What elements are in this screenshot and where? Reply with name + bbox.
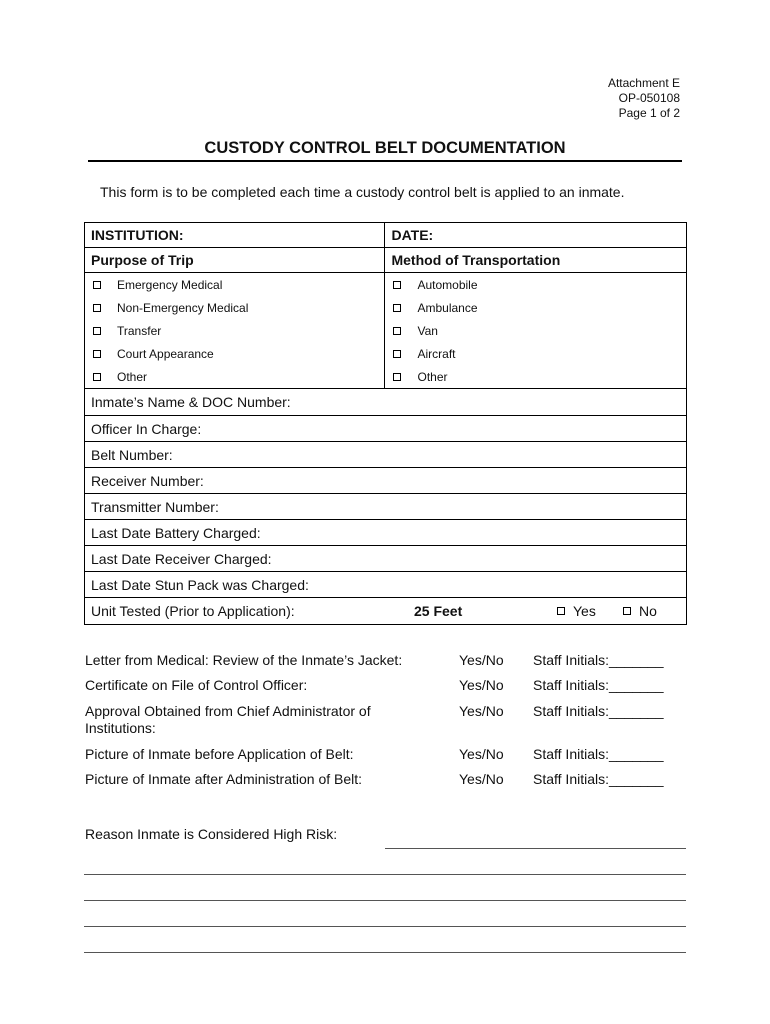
yes-no-field[interactable]: Yes/No — [459, 703, 504, 719]
checkbox-icon[interactable] — [393, 327, 401, 335]
purpose-option-transfer[interactable] — [85, 319, 384, 342]
purpose-option-other[interactable] — [85, 365, 384, 388]
yes-no-field[interactable]: Yes/No — [459, 677, 504, 693]
page-number: Page 1 of 2 — [618, 106, 680, 120]
checklist-question: Certificate on File of Control Officer: — [85, 677, 308, 693]
checklist-question: Approval Obtained from Chief Administrator of Institutions: — [85, 703, 371, 736]
checklist-question: Letter from Medical: Review of the Inmate’s Jacket: — [85, 652, 403, 668]
checkbox-icon[interactable] — [393, 281, 401, 289]
purpose-option-emergency-medical[interactable] — [85, 273, 384, 296]
checkbox-icon[interactable] — [393, 373, 401, 381]
reason-answer-line[interactable] — [84, 874, 686, 875]
receiver-number-field[interactable]: Receiver Number: — [85, 468, 687, 494]
intro-text: This form is to be completed each time a custody control belt is applied to an inmate. — [100, 184, 625, 200]
no-label: No — [639, 603, 657, 619]
checkbox-icon[interactable] — [393, 304, 401, 312]
belt-info-table — [84, 222, 687, 625]
yes-no-field[interactable]: Yes/No — [459, 771, 504, 787]
attachment-label: Attachment E — [607, 76, 680, 90]
document-title: CUSTODY CONTROL BELT DOCUMENTATION — [204, 139, 566, 157]
reason-answer-line[interactable] — [84, 952, 686, 953]
checklist-question: Picture of Inmate before Application of Belt: — [85, 746, 354, 762]
staff-initials-field[interactable]: Staff Initials:_______ — [533, 677, 664, 693]
receiver-charged-date-field[interactable]: Last Date Receiver Charged: — [85, 546, 687, 572]
purpose-header: Purpose of Trip — [85, 248, 385, 273]
option-label: Court Appearance — [117, 346, 214, 361]
date-field[interactable]: DATE: — [385, 223, 687, 248]
unit-tested-no[interactable] — [623, 603, 657, 619]
checklist-question: Picture of Inmate after Administration of Belt: — [85, 771, 363, 787]
option-label: Transfer — [117, 323, 162, 338]
checklist-row — [85, 771, 685, 796]
unit-tested-row — [85, 598, 687, 625]
test-distance: 25 Feet — [414, 603, 463, 619]
staff-initials-field[interactable]: Staff Initials:_______ — [533, 652, 664, 668]
institution-field[interactable]: INSTITUTION: — [85, 223, 385, 248]
option-label: Aircraft — [417, 346, 456, 361]
document-header — [608, 76, 680, 121]
battery-charged-date-field[interactable]: Last Date Battery Charged: — [85, 520, 687, 546]
yes-no-field[interactable]: Yes/No — [459, 652, 504, 668]
method-option-van[interactable] — [385, 319, 686, 342]
checkbox-icon[interactable] — [93, 327, 101, 335]
reason-answer-line[interactable] — [84, 926, 686, 927]
option-label: Other — [117, 369, 148, 384]
unit-tested-label: Unit Tested (Prior to Application): — [91, 603, 295, 619]
option-label: Automobile — [417, 277, 478, 292]
checklist-row — [85, 652, 685, 677]
checkbox-icon[interactable] — [393, 350, 401, 358]
unit-tested-yes[interactable] — [557, 603, 623, 619]
method-option-other[interactable] — [385, 365, 686, 388]
staff-initials-field[interactable]: Staff Initials:_______ — [533, 703, 664, 719]
officer-in-charge-field[interactable]: Officer In Charge: — [85, 416, 687, 442]
option-label: Non-Emergency Medical — [117, 300, 249, 315]
verification-checklist — [85, 652, 685, 796]
checkbox-icon[interactable] — [557, 607, 565, 615]
purpose-option-non-emergency-medical[interactable] — [85, 296, 384, 319]
checkbox-icon[interactable] — [623, 607, 631, 615]
checkbox-icon[interactable] — [93, 373, 101, 381]
high-risk-reason-label: Reason Inmate is Considered High Risk: — [85, 826, 338, 842]
checkbox-icon[interactable] — [93, 281, 101, 289]
method-options — [385, 273, 687, 389]
checklist-row — [85, 677, 685, 703]
yes-no-field[interactable]: Yes/No — [459, 746, 504, 762]
option-label: Emergency Medical — [117, 277, 223, 292]
option-label: Van — [417, 323, 438, 338]
staff-initials-field[interactable]: Staff Initials:_______ — [533, 746, 664, 762]
checkbox-icon[interactable] — [93, 304, 101, 312]
op-number: OP-050108 — [618, 91, 680, 105]
checkbox-icon[interactable] — [93, 350, 101, 358]
reason-answer-line[interactable] — [84, 900, 686, 901]
title-divider — [88, 160, 682, 162]
checklist-row — [85, 746, 685, 771]
belt-number-field[interactable]: Belt Number: — [85, 442, 687, 468]
inmate-name-field[interactable]: Inmate’s Name & DOC Number: — [85, 389, 687, 416]
method-option-aircraft[interactable] — [385, 342, 686, 365]
transmitter-number-field[interactable]: Transmitter Number: — [85, 494, 687, 520]
method-option-automobile[interactable] — [385, 273, 686, 296]
method-option-ambulance[interactable] — [385, 296, 686, 319]
option-label: Ambulance — [417, 300, 478, 315]
purpose-option-court-appearance[interactable] — [85, 342, 384, 365]
stun-pack-charged-date-field[interactable]: Last Date Stun Pack was Charged: — [85, 572, 687, 598]
option-label: Other — [417, 369, 448, 384]
purpose-options — [85, 273, 385, 389]
method-header: Method of Transportation — [385, 248, 687, 273]
staff-initials-field[interactable]: Staff Initials:_______ — [533, 771, 664, 787]
checklist-row — [85, 703, 685, 746]
yes-label: Yes — [573, 603, 596, 619]
reason-answer-line[interactable] — [385, 848, 686, 849]
